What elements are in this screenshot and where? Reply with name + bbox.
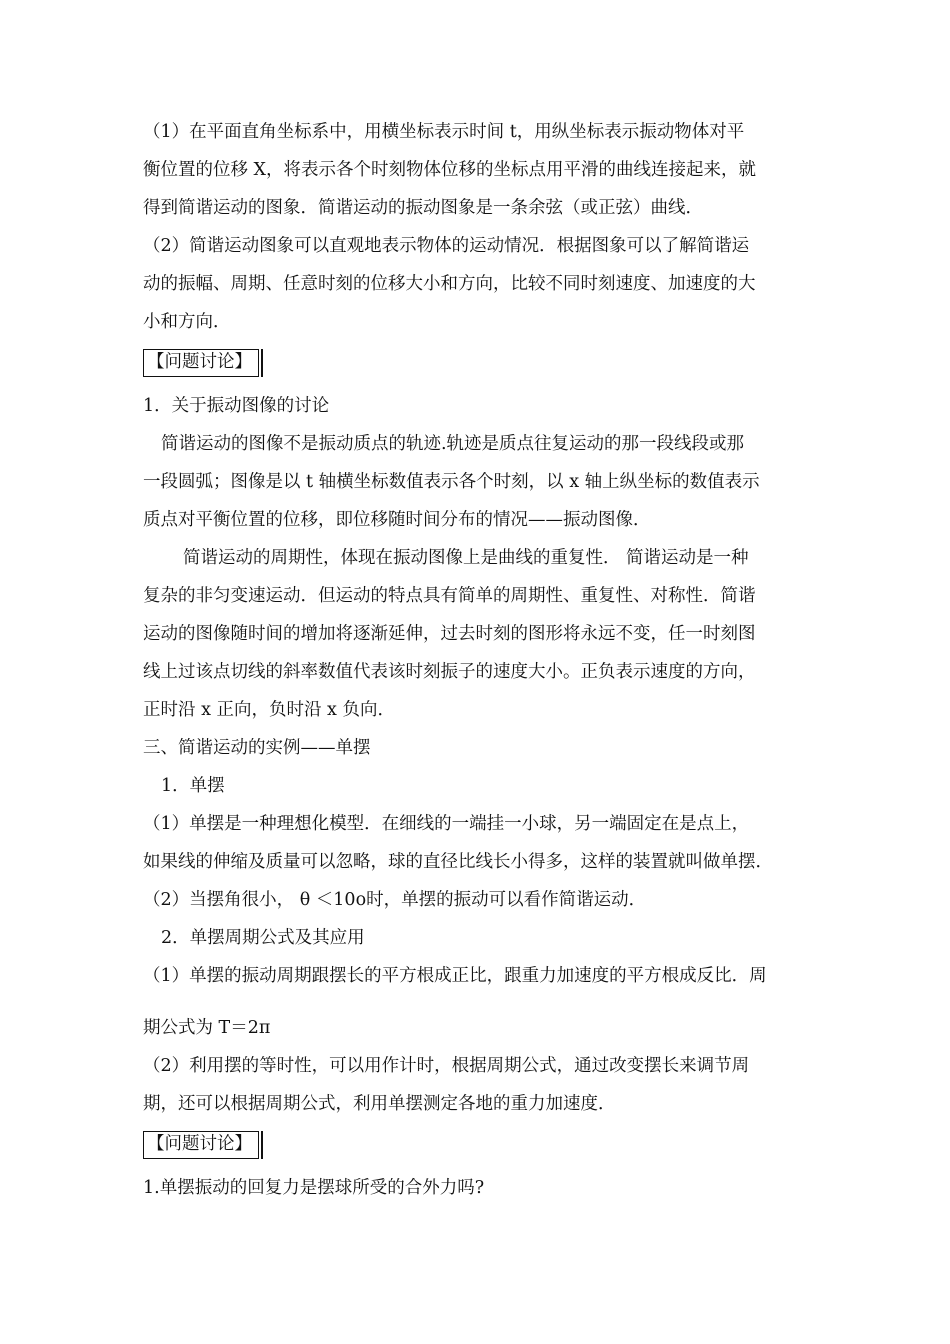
paragraph-line: 如果线的伸缩及质量可以忽略，球的直径比线长小得多，这样的装置就叫做单摆． (143, 852, 773, 872)
paragraph-line: 期公式为 T＝2π (143, 1018, 271, 1038)
paragraph-line: 小和方向． (143, 312, 231, 332)
paragraph-line: （1）在平面直角坐标系中，用横坐标表示时间 t，用纵坐标表示振动物体对平 (143, 122, 745, 142)
paragraph-line: 运动的图像随时间的增加将逐渐延伸，过去时刻的图形将永远不变，任一时刻图 (143, 624, 756, 644)
paragraph-line: 线上过该点切线的斜率数值代表该时刻振子的速度大小。正负表示速度的方向， (143, 662, 756, 682)
paragraph-line: 期，还可以根据周期公式，利用单摆测定各地的重力加速度． (143, 1094, 616, 1114)
paragraph-line: （1）单摆是一种理想化模型．在细线的一端挂一小球，另一端固定在是点上， (143, 814, 750, 834)
paragraph-line: 简谐运动的周期性，体现在振动图像上是曲线的重复性． 简谐运动是一种 (183, 548, 749, 568)
paragraph-line: 1.单摆振动的回复力是摆球所受的合外力吗? (143, 1178, 485, 1198)
paragraph-line: （2）利用摆的等时性，可以用作计时，根据周期公式，通过改变摆长来调节周 (143, 1056, 750, 1076)
paragraph-line: 衡位置的位移 X，将表示各个时刻物体位移的坐标点用平滑的曲线连接起来，就 (143, 160, 757, 180)
paragraph-line: 动的振幅、周期、任意时刻的位移大小和方向，比较不同时刻速度、加速度的大 (143, 274, 756, 294)
section-heading-box: 【问题讨论】 (143, 349, 259, 377)
paragraph-line: 简谐运动的图像不是振动质点的轨迹.轨迹是质点往复运动的那一段线段或那 (161, 434, 745, 454)
section-heading-box: 【问题讨论】 (143, 1131, 259, 1159)
section-heading: 三、简谐运动的实例——单摆 (143, 738, 371, 758)
paragraph-line: 1．关于振动图像的讨论 (143, 396, 330, 416)
paragraph-line: （2）当摆角很小， θ ＜10o时，单摆的振动可以看作简谐运动． (143, 890, 647, 910)
paragraph-line: （1）单摆的振动周期跟摆长的平方根成正比，跟重力加速度的平方根成反比．周 (143, 966, 767, 986)
subsection-heading: 2．单摆周期公式及其应用 (161, 928, 365, 948)
paragraph-line: 质点对平衡位置的位移，即位移随时间分布的情况——振动图像． (143, 510, 651, 530)
paragraph-line: 正时沿 x 正向，负时沿 x 负向． (143, 700, 395, 720)
paragraph-line: 一段圆弧；图像是以 t 轴横坐标数值表示各个时刻，以 x 轴上纵坐标的数值表示 (143, 472, 760, 492)
paragraph-line: 复杂的非匀变速运动．但运动的特点具有简单的周期性、重复性、对称性．简谐 (143, 586, 756, 606)
paragraph-line: （2）简谐运动图象可以直观地表示物体的运动情况．根据图象可以了解简谐运 (143, 236, 750, 256)
subsection-heading: 1．单摆 (161, 776, 225, 796)
paragraph-line: 得到简谐运动的图象．简谐运动的振动图象是一条余弦（或正弦）曲线． (143, 198, 703, 218)
